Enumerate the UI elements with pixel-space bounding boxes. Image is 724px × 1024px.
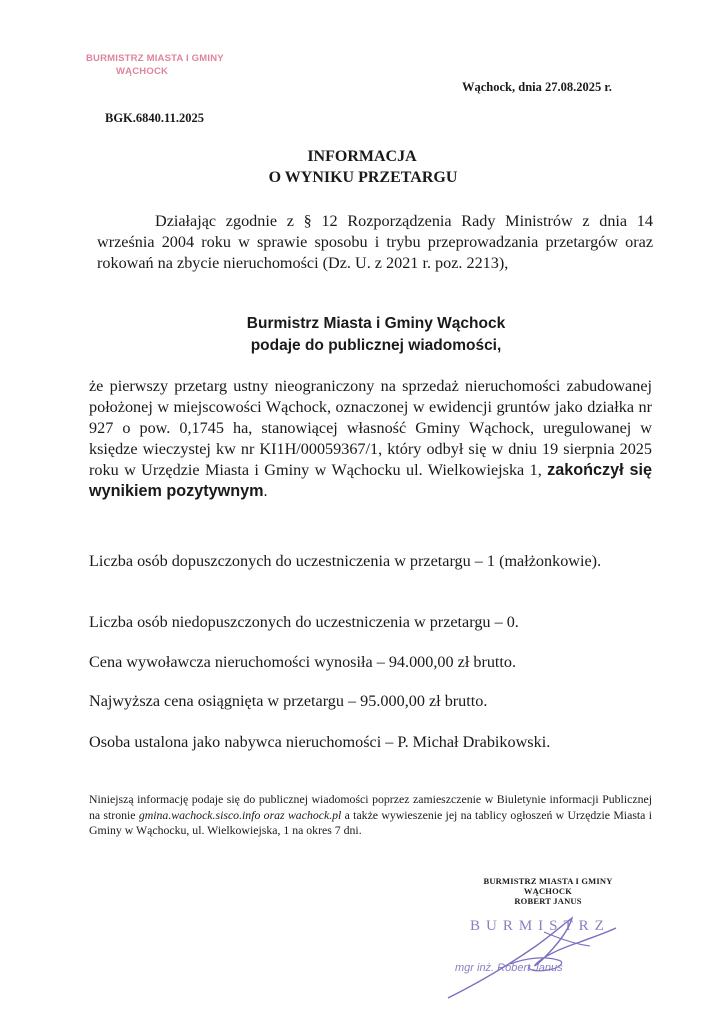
place-date: Wąchock, dnia 27.08.2025 r. [462, 80, 612, 94]
office-stamp-line2: WĄCHOCK [116, 66, 169, 77]
announcement-line2: podaje do publicznej wiadomości, [250, 337, 502, 354]
signatory-line2: WĄCHOCK [523, 886, 573, 896]
handwritten-signature [440, 912, 630, 1004]
notice-part1: Niniejszą informację podaje się do publicznej wiadomości poprzez zamieszczenie w Biuletynie informacji Publicznej na stronie [89, 792, 652, 822]
document-title [0, 146, 724, 188]
publication-notice [89, 792, 652, 839]
notice-sites: gmina.wachock.sisco.info oraz wachock.pl [138, 807, 342, 822]
main-period: . [263, 482, 268, 500]
signatory-line1: BURMISTRZ MIASTA I GMINY [483, 876, 613, 886]
fact-not-admitted: Liczba osób niedopuszczonych do uczestniczenia w przetargu – 0. [89, 613, 519, 631]
title-line2: O WYNIKU PRZETARGU [268, 169, 458, 186]
main-result-bold: zakończył się wynikiem pozytywnym [89, 461, 652, 500]
announcement [0, 313, 724, 357]
signature-stamp-name: mgr inż. Robert Janus [455, 962, 563, 974]
announcement-line1: Burmistrz Miasta i Gminy Wąchock [246, 315, 506, 332]
signatory-line3: ROBERT JANUS [514, 896, 582, 906]
office-stamp [86, 52, 224, 78]
notice-part2: a także wywieszenie jej na tablicy ogłoszeń w Urzędzie Miasta i Gminy w Wąchocku, ul. Wielkowiejska, 1 na okres 7 dni. [89, 807, 652, 837]
fact-buyer: Osoba ustalona jako nabywca nieruchomości – P. Michał Drabikowski. [89, 733, 551, 751]
intro-paragraph: Działając zgodnie z § 12 Rozporządzenia Rady Ministrów z dnia 14 września 2004 roku w sprawie sposobu i trybu przeprowadzania przetargów oraz rokowań na zbycie nieruchomości (Dz. U. z 2021 r. poz. 2213), [97, 212, 653, 272]
reference-number: BGK.6840.11.2025 [105, 111, 204, 125]
fact-starting-price: Cena wywoławcza nieruchomości wynosiła – 94.000,00 zł brutto. [89, 653, 517, 671]
main-paragraph [89, 376, 652, 502]
signature-stamp-title: BURMISTRZ [470, 918, 610, 934]
main-text: że pierwszy przetarg ustny nieograniczony na sprzedaż nieruchomości zabudowanej położonej w miejscowości Wąchock, oznaczonej w ewidencji gruntów jako działka nr 927 o pow. 0,1745 ha, stanowiącej własność Gminy Wąchock, uregulowanej w księdze wieczystej kw nr KI1H/00059367/1, który odbył się w dniu 19 sierpnia 2025 roku w Urzędzie Miasta i Gminy w Wąchocku ul. Wielkowiejska 1, [89, 377, 652, 479]
office-stamp-line1: BURMISTRZ MIASTA I GMINY [86, 53, 224, 64]
title-line1: INFORMACJA [307, 148, 417, 165]
fact-highest-price: Najwyższa cena osiągnięta w przetargu – 95.000,00 zł brutto. [89, 692, 488, 710]
signatory-block [448, 876, 648, 906]
fact-admitted: Liczba osób dopuszczonych do uczestniczenia w przetargu – 1 (małżonkowie). [89, 552, 602, 570]
